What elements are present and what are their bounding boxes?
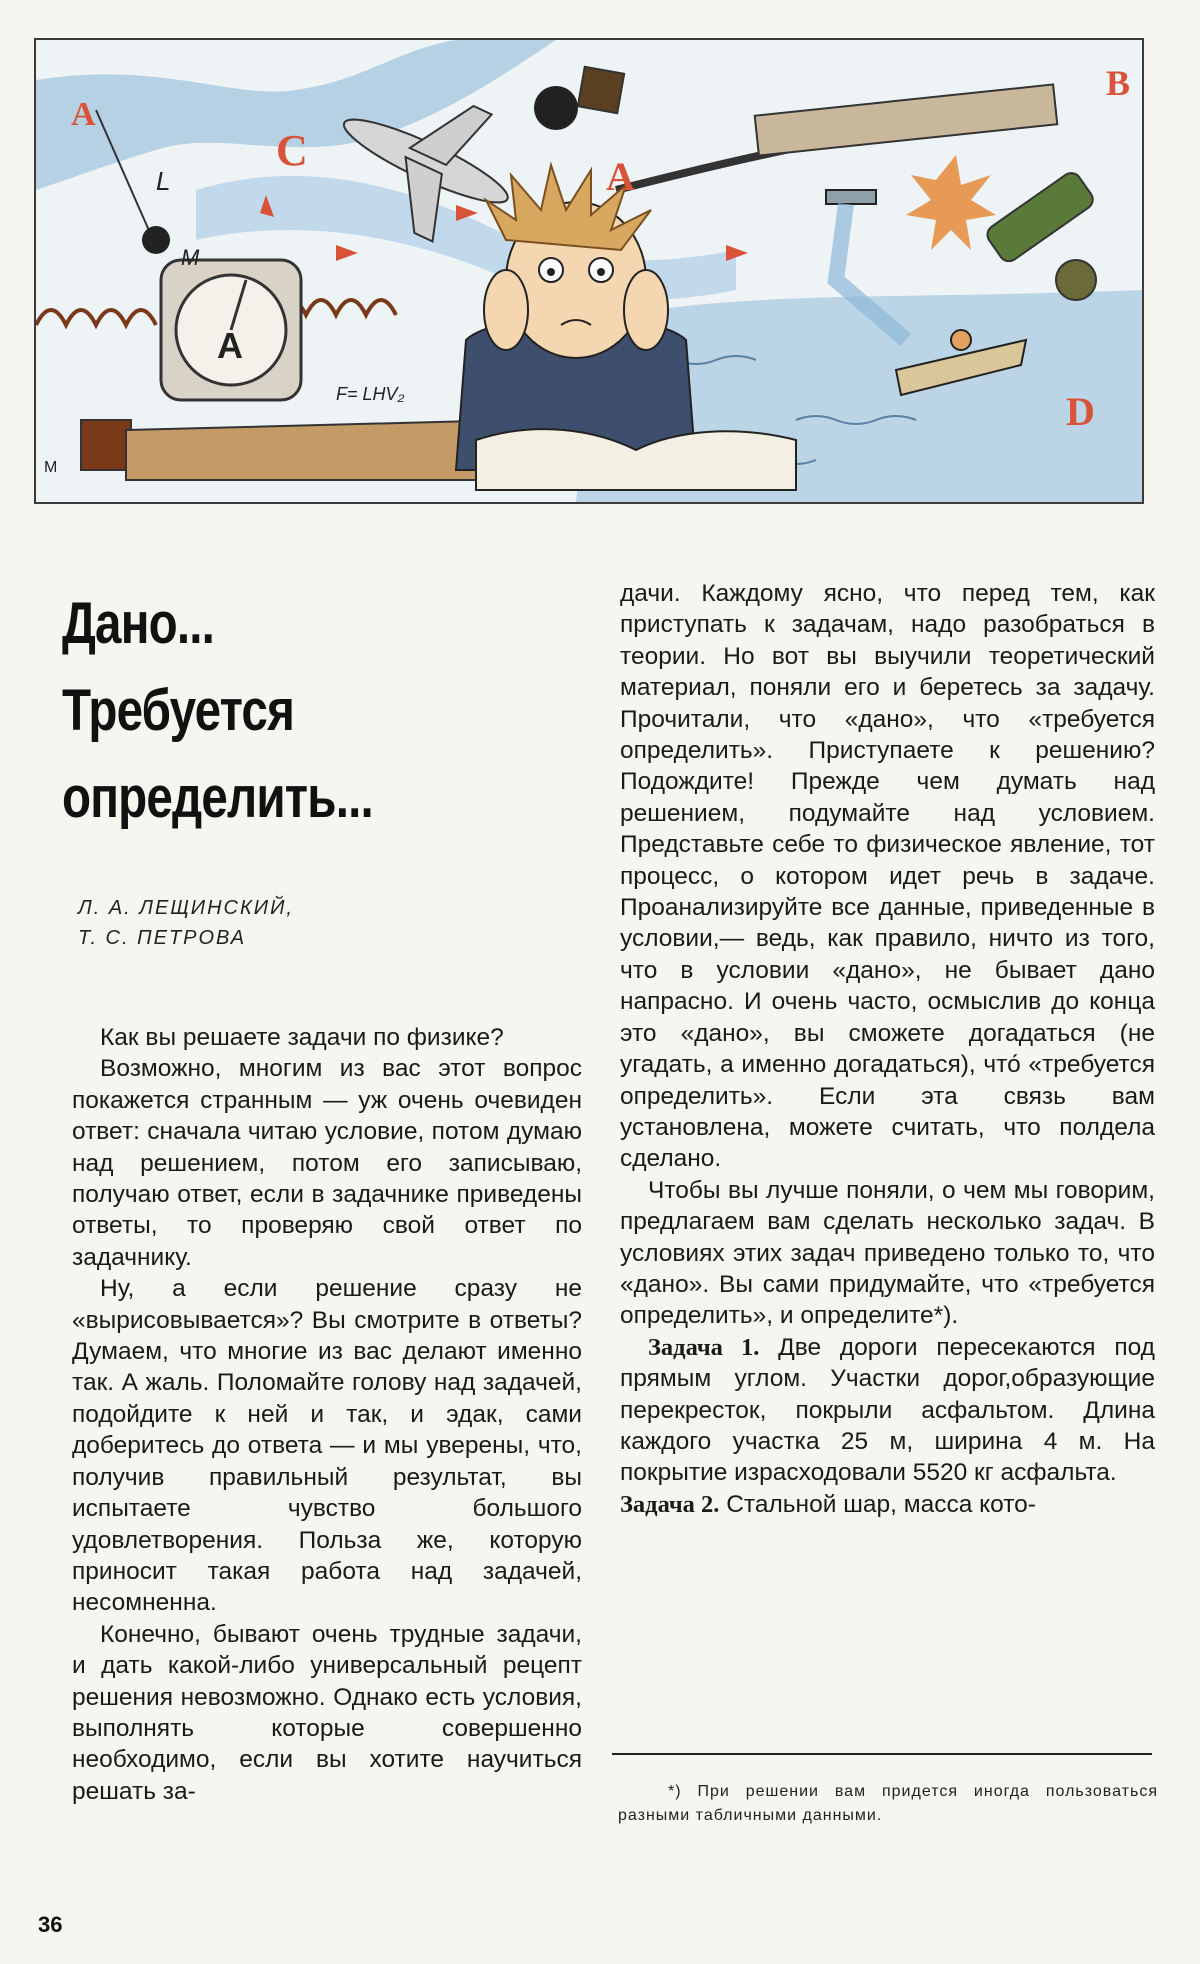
- title-line: Дано...: [62, 591, 215, 656]
- label-a-center: A: [606, 154, 635, 199]
- label-m-bottom: M: [44, 459, 58, 476]
- footnote-divider: [612, 1753, 1152, 1755]
- task-label: Задача 1.: [648, 1333, 760, 1361]
- label-b: B: [1106, 63, 1131, 103]
- label-c: C: [276, 126, 308, 175]
- title-line: Требуется: [62, 678, 295, 743]
- label-ammeter: A: [217, 325, 243, 366]
- task-text: Стальной шар, масса кото-: [719, 1490, 1036, 1518]
- left-column: [72, 1022, 582, 1807]
- task-text: Две дороги пересекаются под прямым углом. Участки дорог,образующие перекресток, покрыли асфальтом. Длина каждого участка 25 м, ширина 4 м. На покрытие израсходовали 5520 кг асфальта.: [620, 1333, 1155, 1487]
- label-formula: F= LHV₂: [336, 384, 405, 404]
- label-d: D: [1066, 389, 1095, 434]
- paragraph: Ну, а если решение сразу не «вырисовывается»? Вы смотрите в ответы? Думаем, что многие из вас делают именно так. А жаль. Поломайте голову над задачей, подойдите к ней и так, и эдак, сами доберитесь до ответа — и мы уверены, что, получив правильный результат, вы испытаете чувство большого удовлетворения. Польза же, которую приносит такая работа над задачей, несомненна.: [72, 1275, 582, 1617]
- paragraph: Конечно, бывают очень трудные задачи, и дать какой-либо универсальный рецепт решения невозможно. Однако есть условия, выполнять которые совершенно необходимо, если вы хотите научиться решать за-: [72, 1620, 582, 1805]
- paragraph: Чтобы вы лучше поняли, о чем мы говорим, предлагаем вам сделать несколько задач. В условиях этих задач приведено только то, что «дано». Вы сами придумайте, что «требуется определить», и определите*).: [620, 1176, 1155, 1330]
- author-name: Л. А. ЛЕЩИНСКИЙ,: [78, 897, 294, 919]
- article-title: [62, 580, 406, 841]
- task-1: [620, 1332, 1155, 1489]
- header-illustration: [34, 38, 1144, 504]
- page-number: 36: [38, 1912, 63, 1937]
- title-line: определить...: [62, 765, 373, 830]
- label-l: L: [156, 166, 171, 196]
- label-a-left: A: [71, 96, 96, 133]
- task-label: Задача 2.: [620, 1490, 720, 1518]
- paragraph: Возможно, многим из вас этот вопрос покажется странным — уж очень очевиден ответ: сначала читаю условие, потом думаю над решением, потом его записываю, получаю ответ, если в задачнике приведены ответы, то проверяю свой ответ по задачнику.: [72, 1055, 582, 1271]
- paragraph: дачи. Каждому ясно, что перед тем, как приступать к задачам, надо разобраться в теории. Но вот вы выучили теоретический материал, поняли его и беретесь за задачу. Прочитали, что «дано», что «требуется определить». Приступаете к решению? Подождите! Прежде чем думать над решением, подумайте над условием. Представьте себе то физическое явление, тот процесс, о котором идет речь в задаче. Проанализируйте все данные, приведенные в условии,— ведь, как правило, ничто из того, что в условии «дано», не бывает дано напрасно. И очень часто, осмыслив до конца это «дано», вы сможете догадаться (не угадать, а именно догадаться), что́ «требуется определить». Если эта связь вам установлена, можете считать, что полдела сделано.: [620, 580, 1155, 1173]
- footnote: *) При решении вам придется иногда пользоваться разными табличными данными.: [618, 1783, 1158, 1824]
- author-name: Т. С. ПЕТРОВА: [78, 927, 247, 949]
- label-m-left: M: [181, 245, 200, 270]
- paragraph: Как вы решаете задачи по физике?: [100, 1024, 504, 1051]
- physics-problems-drawing: [36, 40, 1142, 502]
- right-column: [620, 578, 1155, 1520]
- article-authors: [78, 893, 294, 953]
- task-2: [620, 1489, 1155, 1520]
